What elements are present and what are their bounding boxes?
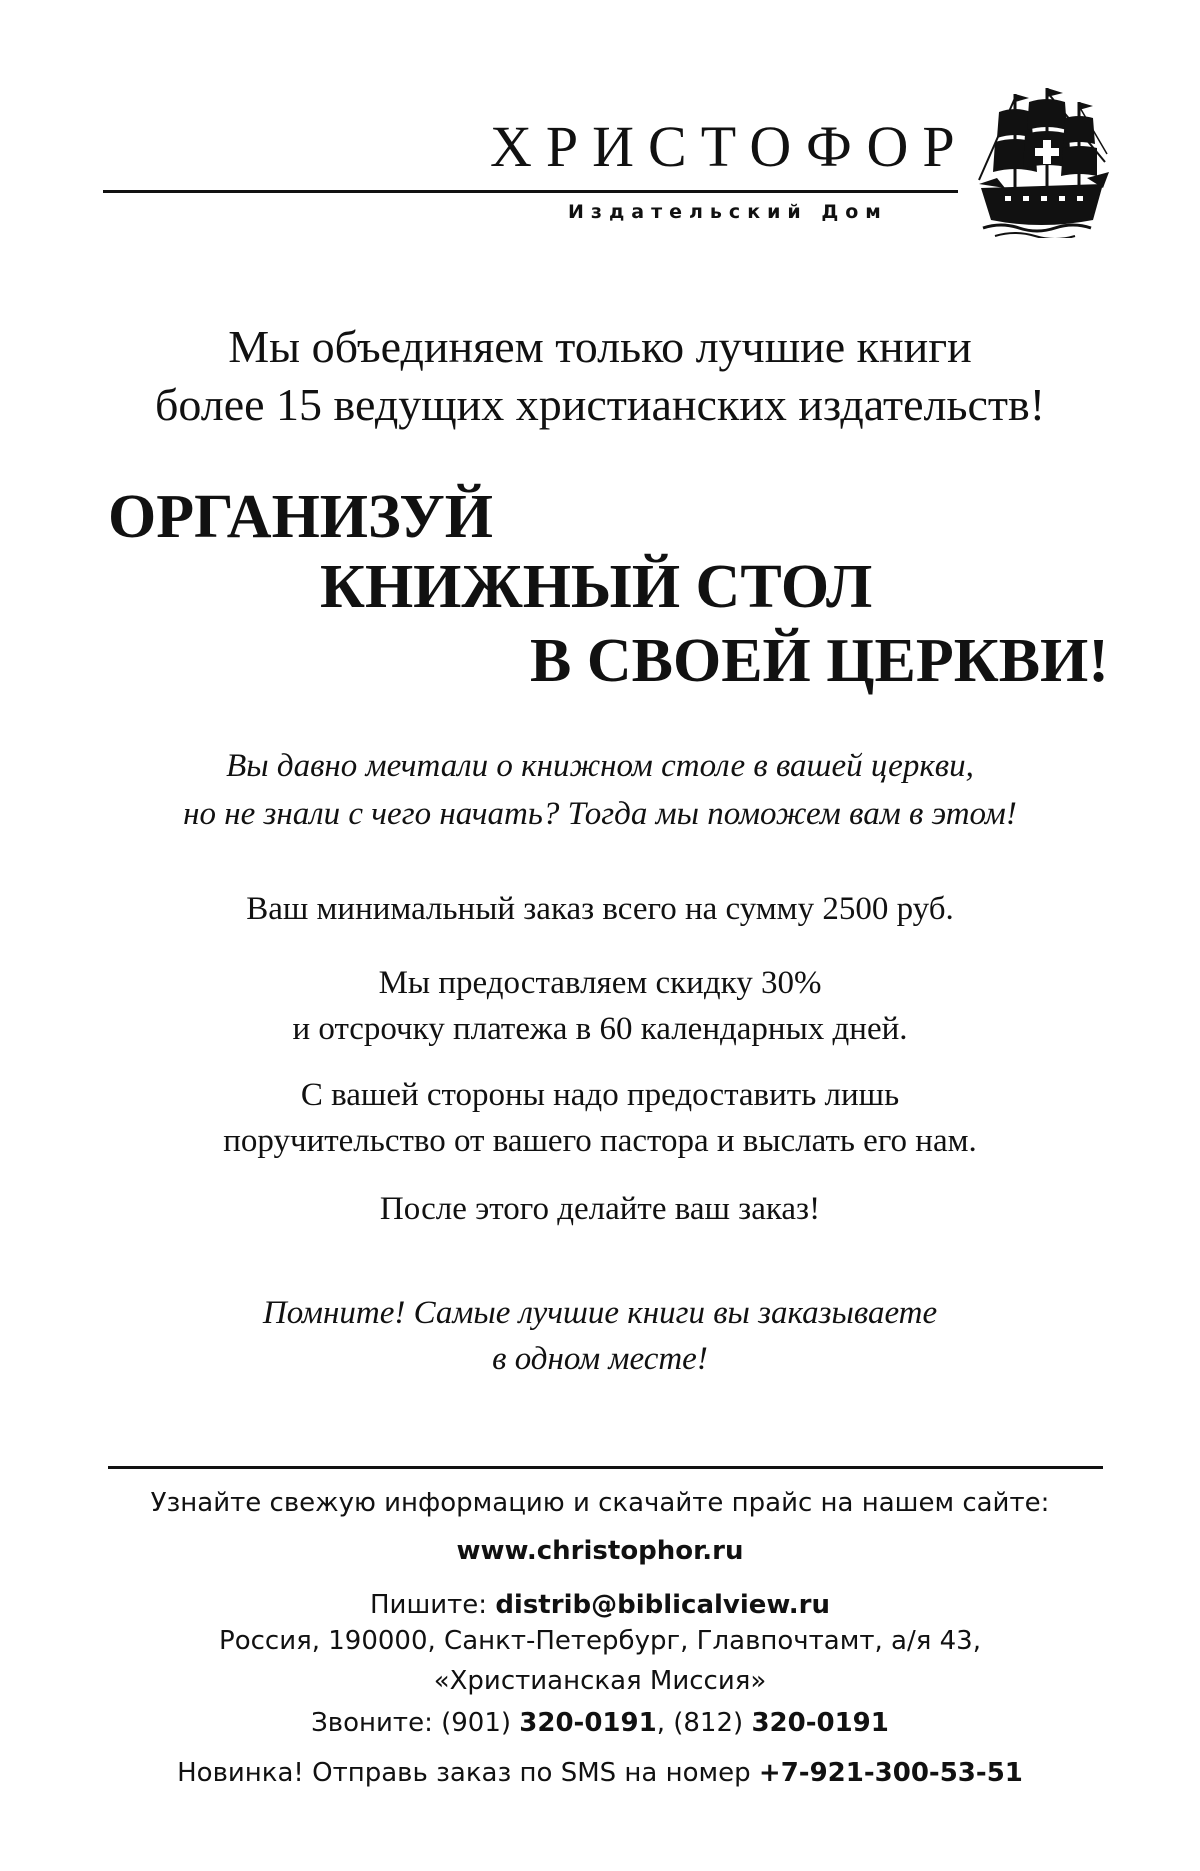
remember-line-1: Помните! Самые лучшие книги вы заказываете xyxy=(262,1295,938,1331)
publisher-subtitle: Издательский Дом xyxy=(568,201,888,223)
sms-line xyxy=(60,1760,1140,1786)
phone-separator: , xyxy=(656,1708,674,1738)
remember-note xyxy=(60,1290,1140,1382)
call-to-action-line: После этого делайте ваш заказ! xyxy=(379,1191,821,1227)
email-link[interactable]: distrib@biblicalview.ru xyxy=(495,1590,830,1620)
phone-1-code: (901) xyxy=(441,1708,520,1738)
intro-line-2: более 15 ведущих христианских издательств! xyxy=(154,379,1046,430)
intro-line-1: Мы объединяем только лучшие книги xyxy=(228,321,972,372)
remember-line-2: в одном месте! xyxy=(492,1341,708,1377)
requirement-line-1: С вашей стороны надо предоставить лишь xyxy=(300,1077,900,1113)
question-line-2: но не знали с чего начать? Тогда мы поможем вам в этом! xyxy=(183,796,1017,832)
min-order-text xyxy=(60,886,1140,932)
website-link[interactable]: www.christophor.ru xyxy=(456,1536,744,1566)
header-divider xyxy=(103,190,958,193)
question-paragraph xyxy=(60,742,1140,838)
call-label: Звоните: xyxy=(311,1708,442,1738)
phone-2-number[interactable]: 320-0191 xyxy=(751,1708,889,1738)
sms-text: Новинка! Отправь заказ по SMS на номер xyxy=(177,1758,759,1788)
min-order-line: Ваш минимальный заказ всего на сумму 2500 руб. xyxy=(246,891,954,927)
address-line-2: «Христианская Миссия» xyxy=(433,1666,767,1696)
publisher-header xyxy=(0,0,1200,260)
publisher-name: ХРИСТОФОР xyxy=(490,114,969,179)
email-line xyxy=(60,1592,1140,1618)
question-line-1: Вы давно мечтали о книжном столе в вашей церкви, xyxy=(226,748,974,784)
headline-line-3: В СВОЕЙ ЦЕРКВИ! xyxy=(530,627,1109,695)
discount-line-2: и отсрочку платежа в 60 календарных дней. xyxy=(292,1011,908,1047)
footer-info-text: Узнайте свежую информацию и скачайте прайс на нашем сайте: xyxy=(150,1488,1050,1518)
sailing-ship-icon xyxy=(975,88,1110,238)
phone-2-code: (812) xyxy=(673,1708,752,1738)
headline-line-1: ОРГАНИЗУЙ xyxy=(108,483,493,551)
intro-statement xyxy=(60,318,1140,434)
phone-1-number[interactable]: 320-0191 xyxy=(519,1708,657,1738)
requirement-line-2: поручительство от вашего пастора и выслать его нам. xyxy=(223,1123,977,1159)
phone-line xyxy=(60,1710,1140,1736)
address-line-1: Россия, 190000, Санкт-Петербург, Главпочтамт, а/я 43, xyxy=(219,1626,981,1656)
sms-number[interactable]: +7-921-300-53-51 xyxy=(758,1758,1023,1788)
requirement-text xyxy=(60,1072,1140,1164)
headline-line-2: КНИЖНЫЙ СТОЛ xyxy=(320,553,873,621)
discount-text xyxy=(60,960,1140,1052)
call-to-action-text xyxy=(60,1186,1140,1232)
footer-divider xyxy=(108,1466,1103,1469)
discount-line-1: Мы предоставляем скидку 30% xyxy=(378,965,822,1001)
write-label: Пишите: xyxy=(370,1590,496,1620)
